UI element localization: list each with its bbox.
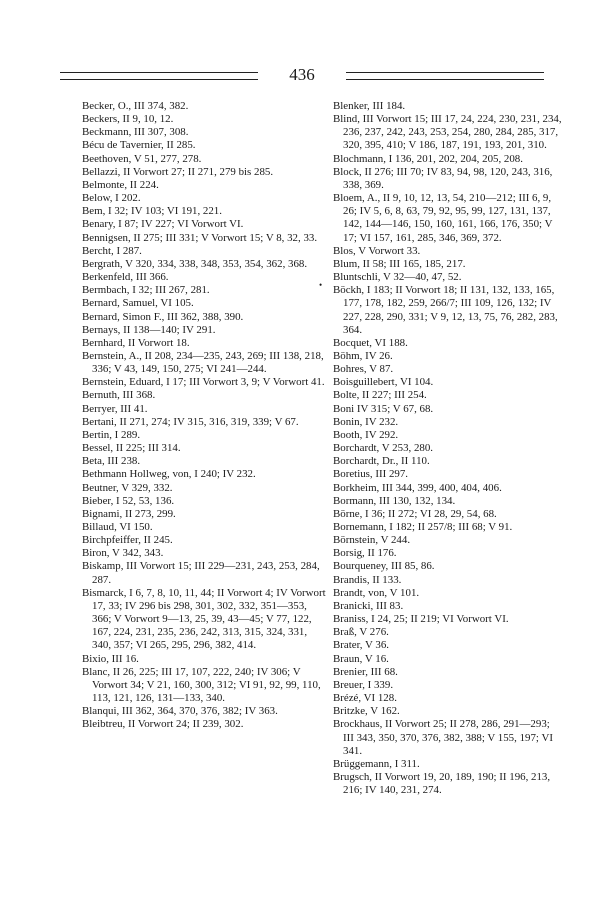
index-entry: Brandis, II 133.: [333, 573, 402, 586]
index-entry: Brüggemann, I 311.: [333, 757, 420, 770]
index-entry: Börne, I 36; II 272; VI 28, 29, 54, 68.: [333, 507, 497, 520]
index-entry: Bleibtreu, II Vorwort 24; II 239, 302.: [82, 718, 244, 731]
index-entry: Beethoven, V 51, 277, 278.: [82, 152, 202, 165]
index-entry: Brenier, III 68.: [333, 665, 398, 678]
index-entry: Bessel, II 225; III 314.: [82, 442, 181, 455]
index-entry: Bem, I 32; IV 103; VI 191, 221.: [82, 205, 222, 218]
index-entry: Beckers, II 9, 10, 12.: [82, 113, 174, 126]
header-rule-right: [346, 72, 544, 80]
index-entry: Blenker, III 184.: [333, 100, 406, 112]
index-entry: Bellazzi, II Vorwort 27; II 271, 279 bis 285.: [82, 165, 274, 178]
index-entry: Brater, V 36.: [333, 639, 390, 652]
index-entry: Bourqueney, III 85, 86.: [333, 560, 435, 573]
index-entry: Boni IV 315; V 67, 68.: [333, 402, 434, 415]
index-entry: Börnstein, V 244.: [333, 534, 411, 547]
index-entry: Blanc, II 26, 225; III 17, 107, 222, 240; IV 306; V Vorwort 34; V 21, 160, 300, 312; VI 91, 92, 99, 110, 113, 121, 126, 131—133, 340.: [82, 665, 321, 705]
index-entry: Bocquet, VI 188.: [333, 336, 408, 349]
index-entry: Bennigsen, II 275; III 331; V Vorwort 15; V 8, 32, 33.: [82, 231, 318, 244]
index-entry: Blanqui, III 362, 364, 370, 376, 382; IV 363.: [82, 705, 278, 718]
index-entry: Bethmann Hollweg, von, I 240; IV 232.: [82, 468, 256, 481]
index-entry: Britzke, V 162.: [333, 705, 400, 718]
page-header: [60, 64, 544, 88]
index-entry: Belmonte, II 224.: [82, 178, 159, 191]
index-entry: Bloem, A., II 9, 10, 12, 13, 54, 210—212; III 6, 9, 26; IV 5, 6, 8, 63, 79, 92, 95, 99, 127, 131, 137, 142, 144—146, 150, 160, 161, 166, 176, 350; V 17; VI 157, 161, 285, 346, 369, 372.: [333, 192, 553, 244]
index-entry: Bernard, Samuel, VI 105.: [82, 297, 194, 310]
index-entry: Blos, V Vorwort 33.: [333, 244, 421, 257]
page-number: 436: [289, 65, 315, 84]
index-entry: Bornemann, I 182; II 257/8; III 68; V 91.: [333, 521, 513, 533]
index-entry: Borchardt, V 253, 280.: [333, 442, 434, 455]
index-entry: Boretius, III 297.: [333, 468, 409, 481]
index-entry: Beckmann, III 307, 308.: [82, 126, 189, 139]
index-entry: Bismarck, I 6, 7, 8, 10, 11, 44; II Vorwort 4; IV Vorwort 17, 33; IV 296 bis 298, 301, 302, 332, 351—353, 366; V Vorwort 9—13, 25, 39, 43—45; V 77, 122, 167, 224, 231, 235, 236, 242, 313, 315, 324, 331, 340, 357; VI 265, 295, 296, 382, 414.: [82, 586, 326, 652]
index-entry: Birchpfeiffer, II 245.: [82, 534, 173, 547]
index-entry: Biron, V 342, 343.: [82, 547, 164, 560]
index-entry: Bernstein, A., II 208, 234—235, 243, 269; III 138, 218, 336; V 43, 149, 150, 275; VI 241—244.: [82, 349, 324, 376]
index-entry: Blind, III Vorwort 15; III 17, 24, 224, 230, 231, 234, 236, 237, 242, 243, 253, 254, 280, 284, 285, 317, 320, 395, 410; V 186, 187, 191, 193, 201, 310.: [333, 113, 562, 152]
index-entry: Biskamp, III Vorwort 15; III 229—231, 243, 253, 284, 287.: [82, 560, 320, 586]
index-entry: Bernhard, II Vorwort 18.: [82, 336, 190, 349]
index-entry: Bermbach, I 32; III 267, 281.: [82, 284, 210, 297]
index-entry: Becker, O., III 374, 382.: [82, 100, 189, 112]
index-entry: Beta, III 238.: [82, 455, 141, 468]
index-entry: Braß, V 276.: [333, 626, 389, 639]
index-entry: Borkheim, III 344, 399, 400, 404, 406.: [333, 481, 502, 494]
index-entry: Brockhaus, II Vorwort 25; II 278, 286, 291—293; III 343, 350, 370, 376, 382, 388; V 155, 197; VI 341.: [333, 718, 553, 757]
index-entry: Bertin, I 289.: [82, 428, 141, 441]
index-entry: Bieber, I 52, 53, 136.: [82, 494, 175, 507]
index-entry: Berryer, III 41.: [82, 402, 148, 415]
index-entry: Brugsch, II Vorwort 19, 20, 189, 190; II 196, 213, 216; IV 140, 231, 274.: [333, 770, 551, 797]
index-entry: Block, II 276; III 70; IV 83, 94, 98, 120, 243, 316, 338, 369.: [333, 165, 553, 191]
index-entry: Blochmann, I 136, 201, 202, 204, 205, 208.: [333, 152, 523, 165]
index-entry: Bertani, II 271, 274; IV 315, 316, 319, 339; V 67.: [82, 415, 299, 428]
index-entry: Bolte, II 227; III 254.: [333, 389, 427, 402]
index-entry: Below, I 202.: [82, 192, 141, 205]
index-entry: Beutner, V 329, 332.: [82, 481, 173, 494]
index-entry: Bernuth, III 368.: [82, 389, 156, 402]
index-entry: Bluntschli, V 32—40, 47, 52.: [333, 271, 462, 284]
index-entry: Bergrath, V 320, 334, 338, 348, 353, 354, 362, 368.: [82, 257, 308, 270]
index-entry: Bernays, II 138—140; IV 291.: [82, 323, 216, 336]
index-entry: Bernstein, Eduard, I 17; III Vorwort 3, 9; V Vorwort 41.: [82, 376, 325, 389]
index-entry: Brandt, von, V 101.: [333, 586, 420, 599]
margin-dot: •: [319, 280, 323, 290]
index-column-left: [82, 100, 326, 732]
index-entry: Bignami, II 273, 299.: [82, 507, 176, 520]
index-entry: Branicki, III 83.: [333, 599, 404, 612]
index-entry: Bonin, IV 232.: [333, 415, 399, 428]
index-entry: Boisguillebert, VI 104.: [333, 376, 434, 389]
index-entry: Borchardt, Dr., II 110.: [333, 455, 430, 468]
index-entry: Booth, IV 292.: [333, 428, 399, 441]
index-entry: Bixio, III 16.: [82, 652, 139, 665]
index-entry: Billaud, VI 150.: [82, 521, 153, 533]
index-entry: Bernard, Simon F., III 362, 388, 390.: [82, 310, 244, 323]
index-entry: Böckh, I 183; II Vorwort 18; II 131, 132, 133, 165, 177, 178, 182, 259, 266/7; III 109, 126, 132; IV 227, 228, 290, 331; V 9, 12, 13, 75, 76, 282, 283, 364.: [333, 284, 558, 336]
index-entry: Bohres, V 87.: [333, 363, 394, 376]
index-entry: Bercht, I 287.: [82, 244, 142, 257]
index-entry: Borsig, II 176.: [333, 547, 397, 560]
index-entry: Benary, I 87; IV 227; VI Vorwort VI.: [82, 218, 244, 231]
index-entry: Braniss, I 24, 25; II 219; VI Vorwort VI.: [333, 613, 509, 626]
index-entry: Breuer, I 339.: [333, 678, 394, 691]
index-entry: Bécu de Tavernier, II 285.: [82, 139, 196, 152]
index-column-right: [333, 100, 563, 797]
index-entry: Braun, V 16.: [333, 652, 389, 665]
index-entry: Berkenfeld, III 366.: [82, 271, 169, 284]
index-entry: Blum, II 58; III 165, 185, 217.: [333, 257, 466, 270]
index-entry: Brézé, VI 128.: [333, 692, 397, 705]
index-entry: Böhm, IV 26.: [333, 349, 393, 362]
index-entry: Bormann, III 130, 132, 134.: [333, 494, 456, 507]
